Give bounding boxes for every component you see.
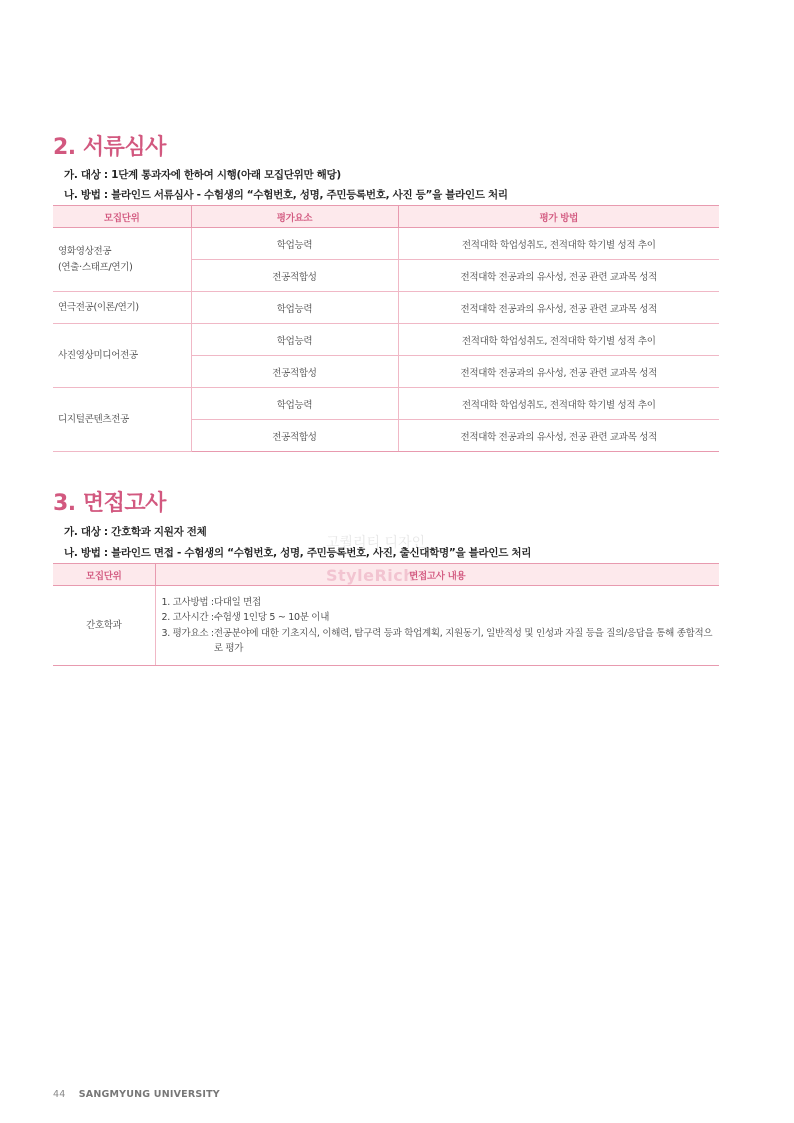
table-row — [53, 324, 719, 356]
item-label: 2. 고사시간 : — [161, 612, 214, 623]
element-cell: 학업능력 — [191, 292, 398, 324]
element-cell: 전공적합성 — [191, 260, 398, 292]
header-method: 평가 방법 — [398, 206, 719, 228]
page-number: 44 — [53, 1089, 66, 1100]
item-value: 전공분야에 대한 기초지식, 이해력, 탐구력 등과 학업계획, 지원동기, 일반적성 및 인성과 자질 등을 질의/응답을 통해 종합적으로 평가 — [213, 627, 713, 654]
unit-photo: 사진영상미디어전공 — [53, 324, 191, 388]
watermark-top-text: 고퀄리티 디자인 — [326, 535, 426, 551]
section-3-title: 3. 면접고사 — [53, 491, 166, 516]
section-2-title: 2. 서류심사 — [53, 135, 166, 160]
unit-film-line2: (연출·스태프/연기) — [58, 261, 133, 273]
section-3-target: 가. 대상 : 간호학과 지원자 전체 — [64, 526, 207, 538]
item-value: 수험생 1인당 5 ~ 10분 이내 — [213, 612, 330, 623]
method-cell: 전적대학 전공과의 유사성, 전공 관련 교과목 성적 — [398, 292, 719, 324]
list-item — [162, 595, 714, 611]
method-cell: 전적대학 전공과의 유사성, 전공 관련 교과목 성적 — [398, 356, 719, 388]
element-cell: 학업능력 — [191, 228, 398, 260]
table-row — [53, 388, 719, 420]
unit-theater: 연극전공(이론/연기) — [53, 292, 191, 324]
section-3-method: 나. 방법 : 블라인드 면접 - 수험생의 “수험번호, 성명, 주민등록번호, 사진, 출신대학명”을 블라인드 처리 — [64, 547, 532, 559]
unit-digital: 디지털콘텐츠전공 — [53, 388, 191, 452]
interview-table — [53, 563, 719, 666]
unit-film — [53, 228, 191, 292]
table-row — [53, 228, 719, 260]
document-review-table — [53, 205, 719, 452]
section-2-method: 나. 방법 : 블라인드 서류심사 - 수험생의 “수험번호, 성명, 주민등록번호, 사진 등”을 블라인드 처리 — [64, 189, 508, 201]
watermark-logo: StyleRich — [326, 566, 416, 585]
element-cell: 학업능력 — [191, 388, 398, 420]
element-cell: 전공적합성 — [191, 356, 398, 388]
method-cell: 전적대학 학업성취도, 전적대학 학기별 성적 추이 — [398, 324, 719, 356]
header-unit: 모집단위 — [53, 564, 155, 586]
list-item — [162, 626, 714, 657]
item-value: 다대일 면접 — [213, 596, 261, 608]
unit-film-line1: 영화영상전공 — [58, 245, 112, 257]
header-unit: 모집단위 — [53, 206, 191, 228]
interview-content — [155, 586, 719, 666]
item-label: 1. 고사방법 : — [161, 596, 214, 608]
table-row — [53, 586, 719, 666]
item-label: 3. 평가요소 : — [161, 627, 214, 639]
method-cell: 전적대학 학업성취도, 전적대학 학기별 성적 추이 — [398, 228, 719, 260]
university-name: SANGMYUNG UNIVERSITY — [78, 1089, 220, 1100]
element-cell: 학업능력 — [191, 324, 398, 356]
section-2-target: 가. 대상 : 1단계 통과자에 한하여 시행(아래 모집단위만 해당) — [64, 169, 341, 181]
header-content: 면접고사 내용 — [155, 564, 719, 586]
table-header-row — [53, 206, 719, 228]
table-row — [53, 292, 719, 324]
method-cell: 전적대학 학업성취도, 전적대학 학기별 성적 추이 — [398, 388, 719, 420]
element-cell: 전공적합성 — [191, 420, 398, 452]
method-cell: 전적대학 전공과의 유사성, 전공 관련 교과목 성적 — [398, 260, 719, 292]
header-element: 평가요소 — [191, 206, 398, 228]
list-item — [162, 610, 714, 626]
method-cell: 전적대학 전공과의 유사성, 전공 관련 교과목 성적 — [398, 420, 719, 452]
page-footer — [53, 1089, 220, 1100]
unit-nursing: 간호학과 — [53, 586, 155, 666]
table-header-row — [53, 564, 719, 586]
